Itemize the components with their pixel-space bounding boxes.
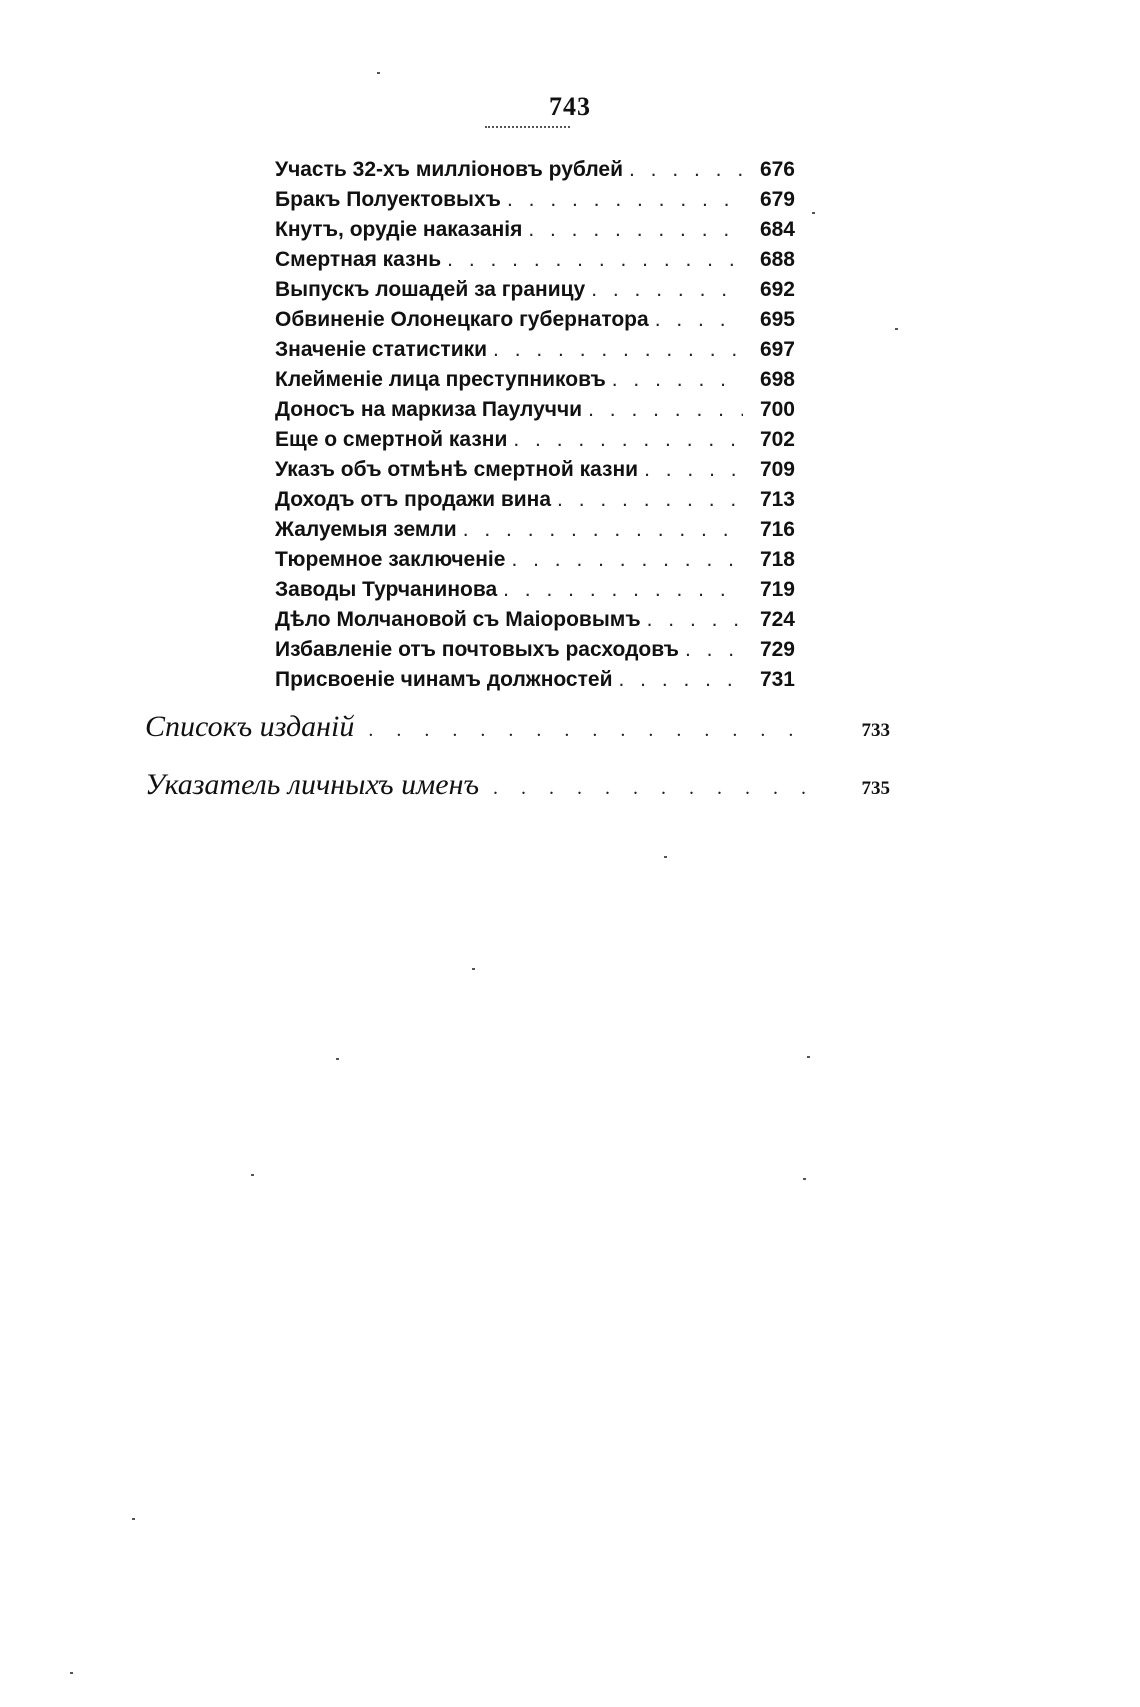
toc-entry-title: Клейменіе лица преступниковъ	[275, 368, 606, 391]
dot-leader	[507, 188, 743, 212]
toc-entry-title: Заводы Турчанинова	[275, 578, 498, 601]
dot-leader	[368, 719, 810, 742]
toc-entry	[275, 458, 795, 488]
toc-entry	[275, 368, 795, 398]
toc-entry-title: Значеніе статистики	[275, 338, 488, 361]
dot-leader	[629, 158, 743, 182]
dot-leader	[612, 368, 743, 392]
page-number: 743	[549, 92, 591, 121]
toc-entry	[275, 218, 795, 248]
toc-entry	[275, 548, 795, 578]
toc-entry	[275, 338, 795, 368]
toc-entry-page: 716	[759, 518, 795, 541]
section-page: 735	[861, 778, 890, 799]
section-page: 733	[861, 720, 890, 741]
toc-entry	[275, 308, 795, 338]
toc-entry-page: 692	[759, 278, 795, 301]
dot-leader	[655, 308, 743, 332]
dot-leader	[513, 428, 743, 452]
scan-speck	[132, 1518, 135, 1520]
toc-entry-title: Кнутъ, орудіе наказанія	[275, 218, 523, 241]
dot-leader	[493, 777, 810, 800]
dot-leader	[557, 488, 743, 512]
dot-leader	[591, 278, 743, 302]
toc-entry-title: Участь 32-хъ милліоновъ рублей	[275, 158, 623, 181]
toc-entry-page: 684	[759, 218, 795, 241]
scan-speck	[70, 1672, 73, 1674]
toc-entry-page: 709	[759, 458, 795, 481]
scan-speck	[664, 856, 667, 858]
dot-leader	[493, 338, 743, 362]
toc-entry-title: Тюремное заключеніе	[275, 548, 506, 571]
toc-entry-page: 676	[759, 158, 795, 181]
toc-entry	[275, 518, 795, 548]
dot-leader	[588, 398, 743, 422]
dot-leader	[618, 668, 743, 692]
dot-leader	[511, 548, 743, 572]
toc-entry-title: Доносъ на маркиза Паулуччи	[275, 398, 583, 421]
toc-entry	[275, 488, 795, 518]
toc-entry	[275, 638, 795, 668]
toc-entry-page: 688	[759, 248, 795, 271]
toc-entry	[275, 188, 795, 218]
toc-entry-page: 731	[759, 668, 795, 691]
dot-leader	[644, 458, 743, 482]
toc-entry	[275, 158, 795, 188]
scan-speck	[807, 1056, 810, 1058]
toc-entry-page: 702	[759, 428, 795, 451]
toc-entry-page: 698	[759, 368, 795, 391]
toc-entry	[275, 278, 795, 308]
scan-speck	[251, 1174, 254, 1176]
toc-entry-title: Еще о смертной казни	[275, 428, 508, 451]
toc-entry-title: Выпускъ лошадей за границу	[275, 278, 586, 301]
section-list	[145, 710, 890, 826]
toc-entry-page: 729	[759, 638, 795, 661]
toc-entry-title: Бракъ Полуектовыхъ	[275, 188, 501, 211]
scan-speck	[803, 1178, 806, 1180]
section-entry	[145, 768, 890, 826]
scan-speck	[895, 328, 898, 330]
toc-entry	[275, 578, 795, 608]
toc-entry-title: Избавленіе отъ почтовыхъ расходовъ	[275, 638, 679, 661]
scan-speck	[377, 72, 380, 74]
toc-entry-page: 713	[759, 488, 795, 511]
dot-leader	[463, 518, 743, 542]
toc-entry	[275, 608, 795, 638]
toc-entry	[275, 248, 795, 278]
dot-leader	[685, 638, 743, 662]
toc-entry	[275, 398, 795, 428]
toc-entry-title: Жалуемыя земли	[275, 518, 457, 541]
dot-leader	[647, 608, 743, 632]
toc-entry-title: Дѣло Молчановой съ Маіоровымъ	[275, 608, 641, 631]
toc-entry-page: 718	[759, 548, 795, 571]
scan-speck	[336, 1058, 339, 1060]
dot-leader	[447, 248, 743, 272]
section-title: Указатель личныхъ именъ	[145, 768, 480, 801]
section-entry	[145, 710, 890, 768]
toc-entry-title: Смертная казнь	[275, 248, 442, 271]
toc-entry-page: 695	[759, 308, 795, 331]
page-number-rule	[485, 126, 570, 129]
toc-entry-title: Обвиненіе Олонецкаго губернатора	[275, 308, 649, 331]
toc-list	[275, 158, 795, 698]
toc-entry	[275, 428, 795, 458]
toc-entry-page: 700	[759, 398, 795, 421]
scan-speck	[472, 968, 475, 970]
dot-leader	[528, 218, 743, 242]
toc-entry-title: Доходъ отъ продажи вина	[275, 488, 552, 511]
scan-speck	[812, 212, 815, 214]
toc-entry	[275, 668, 795, 698]
toc-entry-page: 719	[759, 578, 795, 601]
dot-leader	[503, 578, 743, 602]
toc-entry-page: 697	[759, 338, 795, 361]
section-title: Списокъ изданій	[145, 710, 355, 743]
toc-entry-page: 679	[759, 188, 795, 211]
toc-entry-title: Присвоеніе чинамъ должностей	[275, 668, 613, 691]
toc-entry-title: Указъ объ отмѣнѣ смертной казни	[275, 458, 639, 481]
toc-entry-page: 724	[759, 608, 795, 631]
